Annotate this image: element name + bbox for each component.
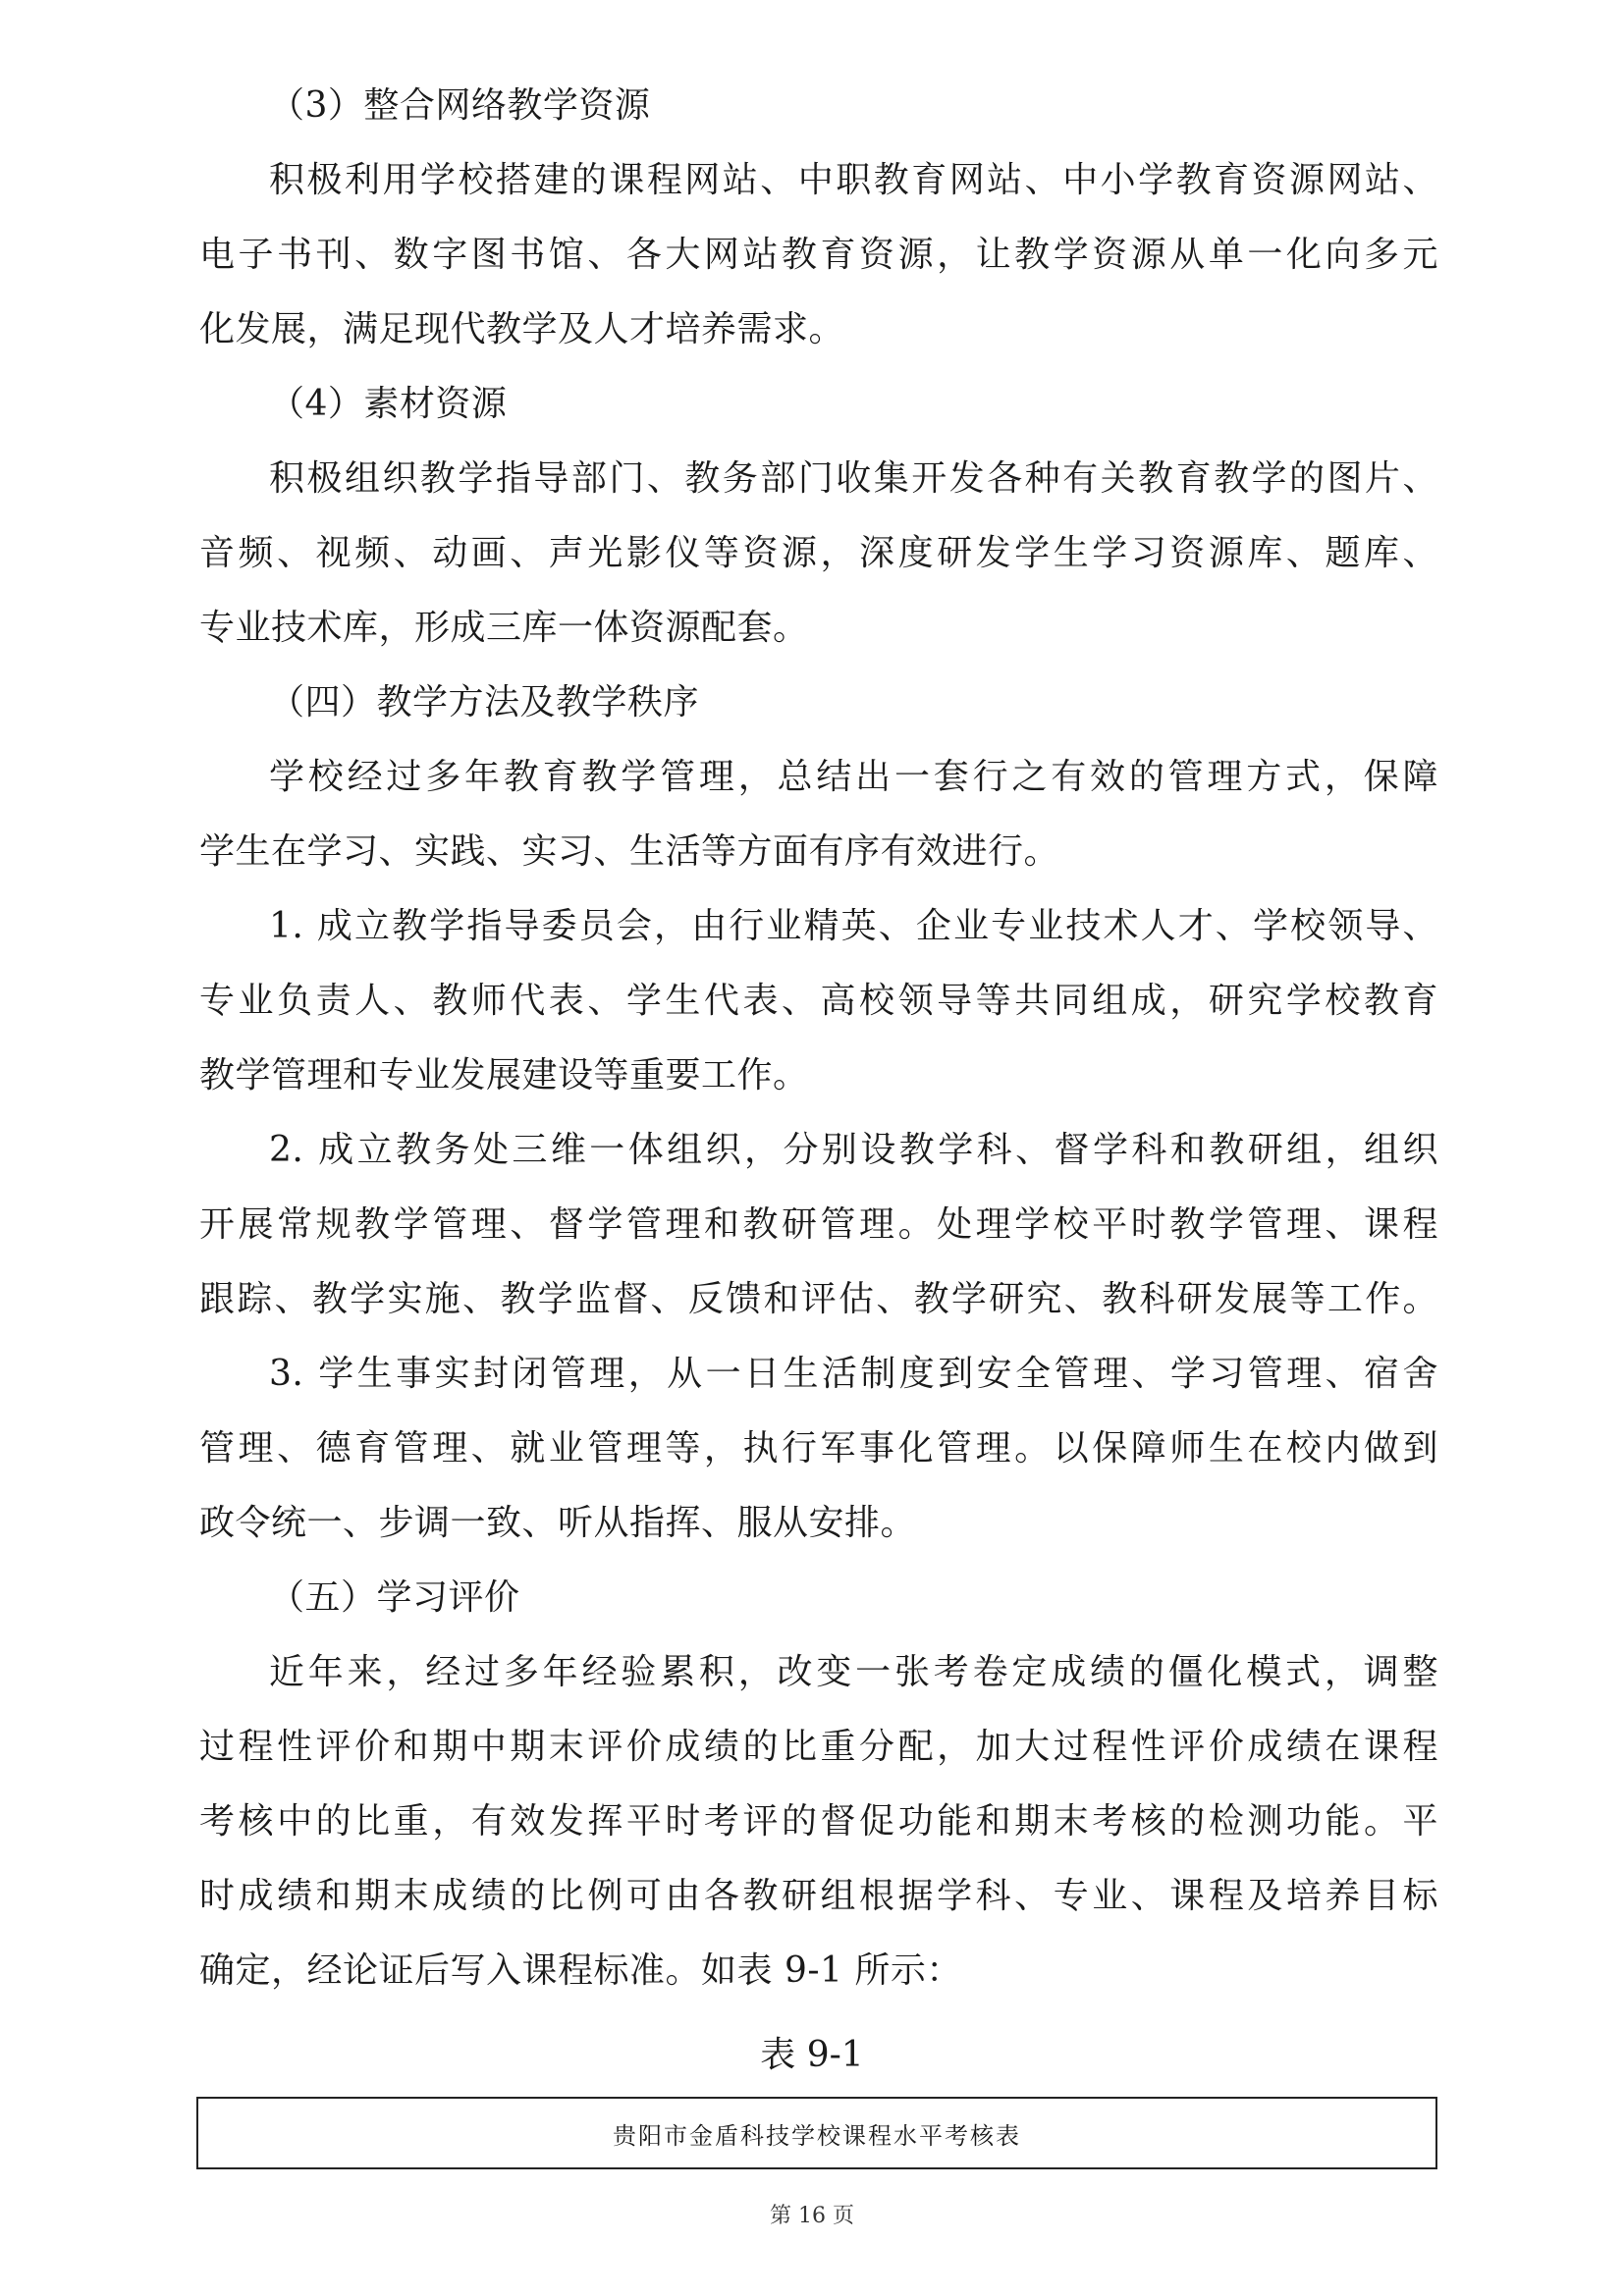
paragraph-line: 化发展，满足现代教学及人才培养需求。 bbox=[199, 309, 845, 349]
list-item-3: 3. 学生事实封闭管理，从一日生活制度到安全管理、学习管理、宿舍 bbox=[269, 1354, 1438, 1394]
paragraph-line: 时成绩和期末成绩的比例可由各教研组根据学科、专业、课程及培养目标 bbox=[199, 1876, 1438, 1916]
paragraph-line: 跟踪、教学实施、教学监督、反馈和评估、教学研究、教科研发展等工作。 bbox=[199, 1279, 1438, 1319]
table-title: 贵阳市金盾科技学校课程水平考核表 bbox=[613, 2121, 1021, 2150]
paragraph-line: 学校经过多年教育教学管理，总结出一套行之有效的管理方式，保障 bbox=[269, 757, 1438, 797]
paragraph-line: 确定，经论证后写入课程标准。如表 9-1 所示： bbox=[199, 1950, 962, 1991]
heading-material-resources: （4）素材资源 bbox=[269, 384, 508, 424]
assessment-table bbox=[196, 2097, 1437, 2169]
paragraph-line: 过程性评价和期中期末评价成绩的比重分配，加大过程性评价成绩在课程 bbox=[199, 1727, 1438, 1767]
paragraph-line: 音频、视频、动画、声光影仪等资源，深度研发学生学习资源库、题库、 bbox=[199, 533, 1438, 573]
paragraph-line: 开展常规教学管理、督学管理和教研管理。处理学校平时教学管理、课程 bbox=[199, 1204, 1438, 1245]
heading-online-resources: （3）整合网络教学资源 bbox=[269, 85, 651, 126]
paragraph-line: 专业负责人、教师代表、学生代表、高校领导等共同组成，研究学校教育 bbox=[199, 981, 1438, 1021]
paragraph-line: 考核中的比重，有效发挥平时考评的督促功能和期末考核的检测功能。平 bbox=[199, 1801, 1438, 1842]
paragraph-line: 积极利用学校搭建的课程网站、中职教育网站、中小学教育资源网站、 bbox=[269, 160, 1438, 200]
paragraph-line: 专业技术库，形成三库一体资源配套。 bbox=[199, 608, 809, 648]
list-item-1: 1. 成立教学指导委员会，由行业精英、企业专业技术人才、学校领导、 bbox=[269, 906, 1438, 946]
table-caption: 表 9-1 bbox=[760, 2035, 864, 2075]
heading-learning-evaluation: （五）学习评价 bbox=[269, 1577, 520, 1618]
heading-teaching-methods: （四）教学方法及教学秩序 bbox=[269, 682, 700, 722]
paragraph-line: 管理、德育管理、就业管理等，执行军事化管理。以保障师生在校内做到 bbox=[199, 1428, 1438, 1468]
list-item-2: 2. 成立教务处三维一体组织，分别设教学科、督学科和教研组，组织 bbox=[269, 1130, 1438, 1170]
paragraph-line: 教学管理和专业发展建设等重要工作。 bbox=[199, 1055, 809, 1095]
paragraph-line: 积极组织教学指导部门、教务部门收集开发各种有关教育教学的图片、 bbox=[269, 458, 1438, 499]
paragraph-line: 近年来，经过多年经验累积，改变一张考卷定成绩的僵化模式，调整 bbox=[269, 1652, 1438, 1692]
paragraph-line: 学生在学习、实践、实习、生活等方面有序有效进行。 bbox=[199, 831, 1060, 872]
paragraph-line: 政令统一、步调一致、听从指挥、服从安排。 bbox=[199, 1503, 917, 1543]
page-number: 第 16 页 bbox=[770, 2204, 854, 2228]
paragraph-line: 电子书刊、数字图书馆、各大网站教育资源，让教学资源从单一化向多元 bbox=[199, 235, 1438, 275]
